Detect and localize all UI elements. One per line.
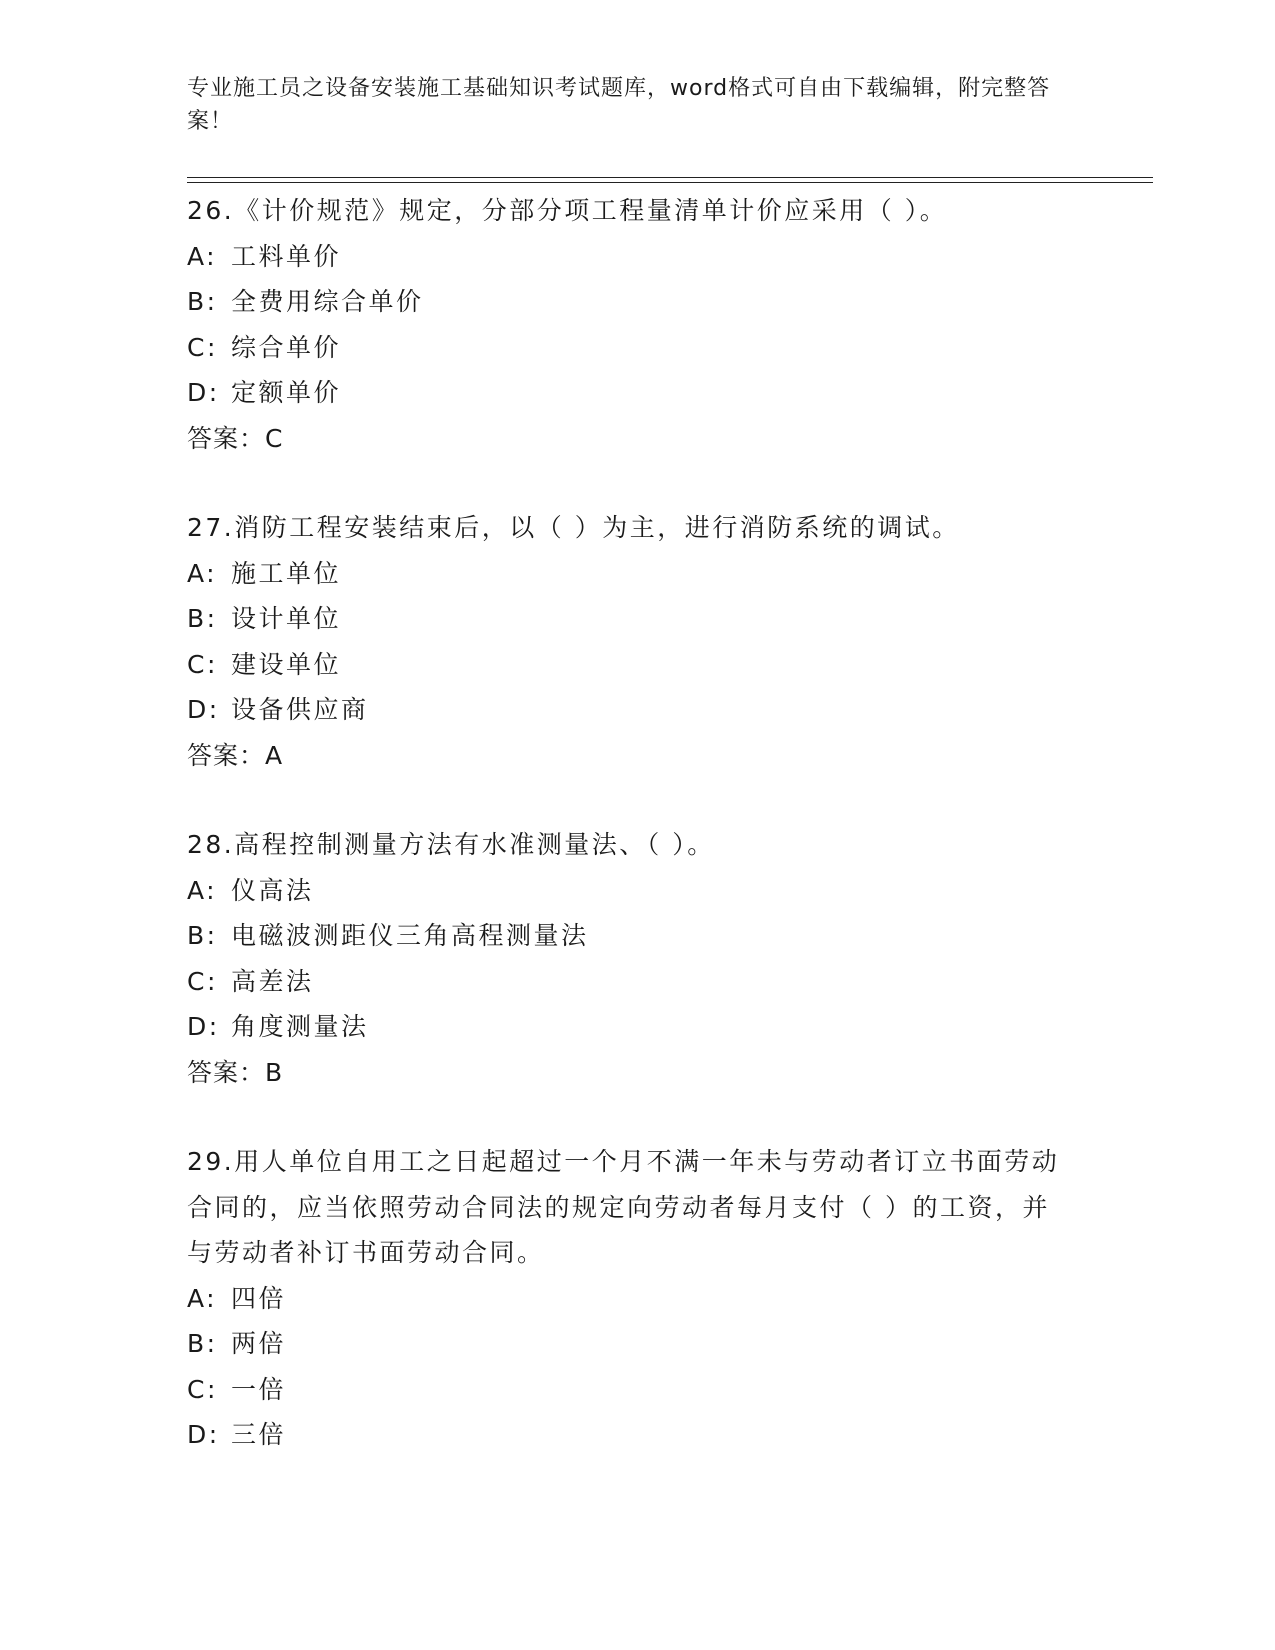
- option-c: [187, 325, 1087, 371]
- option-text: 全费用综合单价: [231, 287, 424, 316]
- answer: 答案：B: [187, 1057, 284, 1087]
- option-a: [187, 551, 1087, 597]
- question-stem: 27.消防工程安装结束后，以（ ）为主，进行消防系统的调试。: [187, 513, 960, 542]
- option-text: 仪高法: [231, 875, 314, 905]
- option-text: 三倍: [231, 1420, 287, 1449]
- option-text: 四倍: [231, 1283, 287, 1313]
- option-b: [187, 1321, 1087, 1367]
- question-list: [187, 188, 1087, 1458]
- option-letter: C:: [187, 966, 218, 996]
- option-letter: B:: [187, 287, 218, 316]
- option-text: 建设单位: [231, 649, 342, 679]
- option-letter: C:: [187, 1374, 218, 1404]
- option-d: [187, 1004, 1087, 1050]
- question-spacer: [187, 1095, 1087, 1139]
- option-letter: D:: [187, 695, 220, 724]
- option-text: 两倍: [231, 1329, 287, 1358]
- option-d: [187, 1412, 1087, 1458]
- option-letter: C:: [187, 332, 218, 362]
- option-text: 角度测量法: [231, 1012, 369, 1041]
- option-text: 一倍: [231, 1374, 287, 1404]
- option-c: [187, 1367, 1087, 1413]
- option-letter: D:: [187, 378, 220, 407]
- option-text: 高差法: [231, 966, 314, 996]
- question-spacer: [187, 778, 1087, 822]
- option-letter: D:: [187, 1012, 220, 1041]
- question-stem: 29.用人单位自用工之日起超过一个月不满一年未与劳动者订立书面劳动合同的，应当依照劳动合同法的规定向劳动者每月支付（ ）的工资，并与劳动者补订书面劳动合同。: [187, 1147, 1060, 1267]
- question-27: [187, 505, 1087, 778]
- option-a: [187, 234, 1087, 280]
- option-letter: A:: [187, 1283, 218, 1313]
- question-stem: 28.高程控制测量方法有水准测量法、（ ）。: [187, 830, 715, 859]
- option-text: 施工单位: [231, 558, 342, 588]
- question-28: [187, 822, 1087, 1095]
- option-letter: A:: [187, 558, 218, 588]
- option-text: 工料单价: [231, 241, 342, 271]
- header-divider-top: [187, 177, 1153, 178]
- option-d: [187, 687, 1087, 733]
- option-d: [187, 370, 1087, 416]
- option-letter: B:: [187, 1329, 218, 1358]
- option-text: 设计单位: [231, 604, 342, 633]
- option-text: 定额单价: [231, 378, 342, 407]
- option-letter: A:: [187, 241, 218, 271]
- option-letter: B:: [187, 604, 218, 633]
- question-29: [187, 1139, 1087, 1458]
- question-stem: 26.《计价规范》规定，分部分项工程量清单计价应采用（ ）。: [187, 196, 948, 225]
- option-c: [187, 642, 1087, 688]
- answer: 答案：C: [187, 423, 284, 453]
- question-26: [187, 188, 1087, 461]
- option-text: 电磁波测距仪三角高程测量法: [231, 921, 589, 950]
- header-divider-bottom: [187, 182, 1153, 183]
- document-header: 专业施工员之设备安装施工基础知识考试题库，word格式可自由下载编辑，附完整答案！: [187, 76, 1051, 134]
- option-letter: A:: [187, 875, 218, 905]
- option-text: 综合单价: [231, 332, 342, 362]
- option-b: [187, 596, 1087, 642]
- answer: 答案：A: [187, 740, 284, 770]
- option-letter: C:: [187, 649, 218, 679]
- option-c: [187, 959, 1087, 1005]
- option-text: 设备供应商: [231, 695, 369, 724]
- option-a: [187, 868, 1087, 914]
- option-letter: B:: [187, 921, 218, 950]
- option-b: [187, 279, 1087, 325]
- option-b: [187, 913, 1087, 959]
- question-spacer: [187, 461, 1087, 505]
- option-letter: D:: [187, 1420, 220, 1449]
- option-a: [187, 1276, 1087, 1322]
